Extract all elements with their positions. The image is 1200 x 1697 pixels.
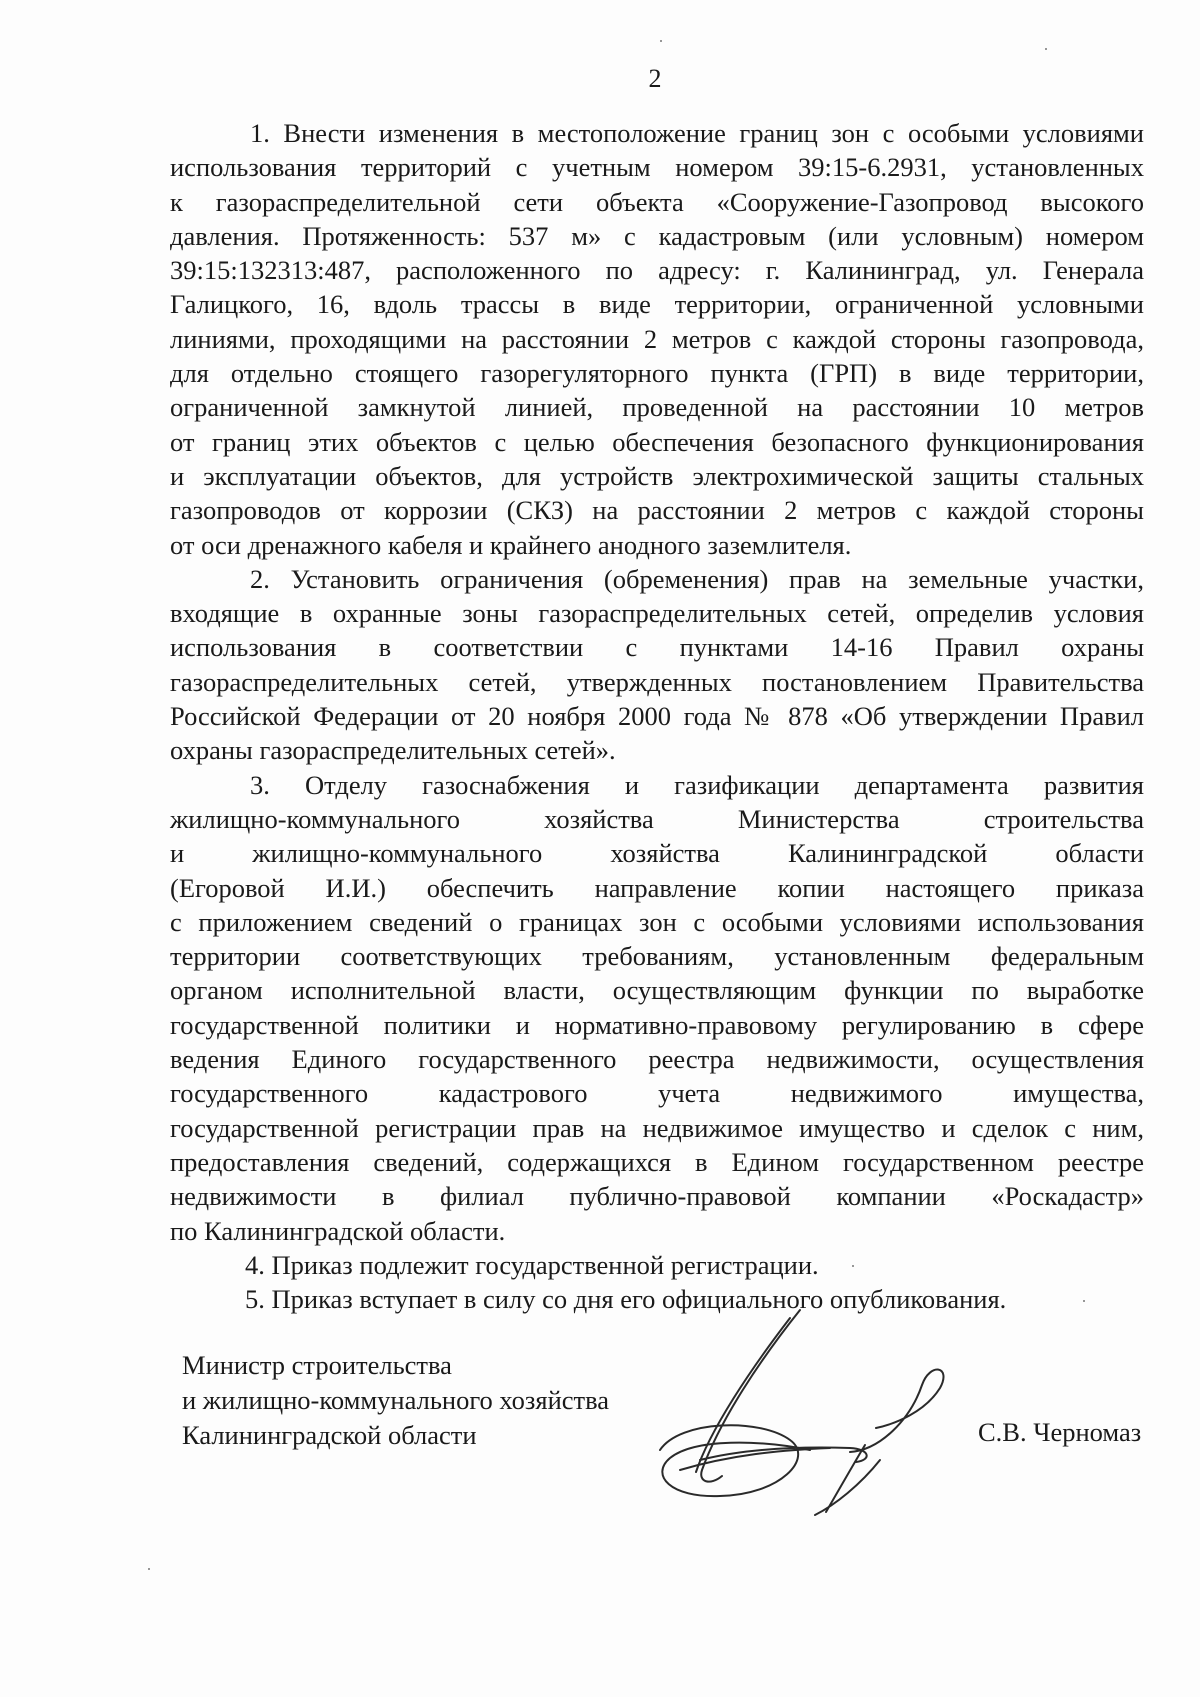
list-item-5: 5. Приказ вступает в силу со дня его официального опубликования.: [245, 1284, 1007, 1315]
text-line: использования в соответствии с пунктами 14-16 Правил охраны: [170, 632, 1144, 663]
signer-name: С.В. Черномаз: [978, 1417, 1142, 1447]
text-line: использования территорий с учетным номером 39:15-6.2931, установленных: [170, 152, 1144, 183]
text-line: по Калининградской области.: [170, 1215, 506, 1246]
text-line: от границ этих объектов с целью обеспечения безопасного функционирования: [170, 426, 1144, 457]
text-line: предоставления сведений, содержащихся в Едином государственном реестре: [170, 1146, 1144, 1177]
position-line: Министр строительства: [182, 1350, 452, 1380]
paragraph-2: [170, 562, 1144, 768]
paragraph-3: [170, 768, 1144, 1248]
text-line: Галицкого, 16, вдоль трассы в виде территории, ограниченной условными: [170, 289, 1144, 320]
text-line: государственного кадастрового учета недвижимого имущества,: [170, 1078, 1144, 1109]
text-line: Российской Федерации от 20 ноября 2000 года № 878 «Об утверждении Правил: [170, 701, 1144, 732]
text-line: (Егоровой И.И.) обеспечить направление копии настоящего приказа: [170, 872, 1144, 903]
handwritten-signature: [640, 1300, 970, 1520]
scan-speck: [852, 1265, 854, 1267]
text-line: территории соответствующих требованиям, установленным федеральным: [170, 941, 1144, 972]
page-number: 2: [648, 64, 662, 93]
text-line: 39:15:132313:487, расположенного по адресу: г. Калининград, ул. Генерала: [170, 255, 1144, 286]
text-line: входящие в охранные зоны газораспределительных сетей, определив условия: [170, 598, 1144, 629]
text-line: линиями, проходящими на расстоянии 2 метров с каждой стороны газопровода,: [170, 323, 1144, 354]
text-line: 2. Установить ограничения (обременения) прав на земельные участки,: [250, 563, 1144, 594]
list-item-4: 4. Приказ подлежит государственной регистрации.: [245, 1249, 819, 1280]
text-line: ведения Единого государственного реестра недвижимости, осуществления: [170, 1044, 1144, 1075]
position-line: Калининградской области: [182, 1420, 477, 1450]
text-line: ограниченной замкнутой линией, проведенной на расстоянии 10 метров: [170, 392, 1144, 423]
text-line: газопроводов от коррозии (СКЗ) на расстоянии 2 метров с каждой стороны: [170, 495, 1144, 526]
text-line: к газораспределительной сети объекта «Сооружение-Газопровод высокого: [170, 186, 1144, 217]
position-line: и жилищно-коммунального хозяйства: [182, 1385, 610, 1415]
text-line: и жилищно-коммунального хозяйства Калининградской области: [170, 838, 1144, 869]
text-line: государственной политики и нормативно-правовому регулированию в сфере: [170, 1009, 1144, 1040]
text-line: от оси дренажного кабеля и крайнего анодного заземлителя.: [170, 529, 852, 560]
text-line: жилищно-коммунального хозяйства Министерства строительства: [170, 803, 1144, 834]
text-line: и эксплуатации объектов, для устройств электрохимической защиты стальных: [170, 460, 1144, 491]
text-line: 1. Внести изменения в местоположение границ зон с особыми условиями: [250, 118, 1144, 148]
text-line: государственной регистрации прав на недвижимое имущество и сделок с ним,: [170, 1112, 1144, 1143]
text-line: газораспределительных сетей, утвержденных постановлением Правительства: [170, 666, 1144, 697]
signatory-position: [182, 1348, 609, 1453]
paragraph-1: [170, 116, 1144, 562]
text-line: для отдельно стоящего газорегуляторного пункта (ГРП) в виде территории,: [170, 358, 1144, 389]
text-line: с приложением сведений о границах зон с особыми условиями использования: [170, 906, 1144, 937]
scan-speck: [1045, 48, 1047, 50]
text-line: органом исполнительной власти, осуществляющим функции по выработке: [170, 975, 1144, 1006]
scan-speck: [1083, 1300, 1085, 1302]
scan-speck: [148, 1568, 150, 1570]
document-body: [170, 116, 1144, 1316]
text-line: недвижимости в филиал публично-правовой компании «Роскадастр»: [170, 1181, 1144, 1212]
text-line: 3. Отделу газоснабжения и газификации департамента развития: [250, 769, 1144, 800]
scan-speck: [660, 40, 662, 42]
text-line: охраны газораспределительных сетей».: [170, 735, 616, 766]
text-line: давления. Протяженность: 537 м» с кадастровым (или условным) номером: [170, 220, 1144, 251]
